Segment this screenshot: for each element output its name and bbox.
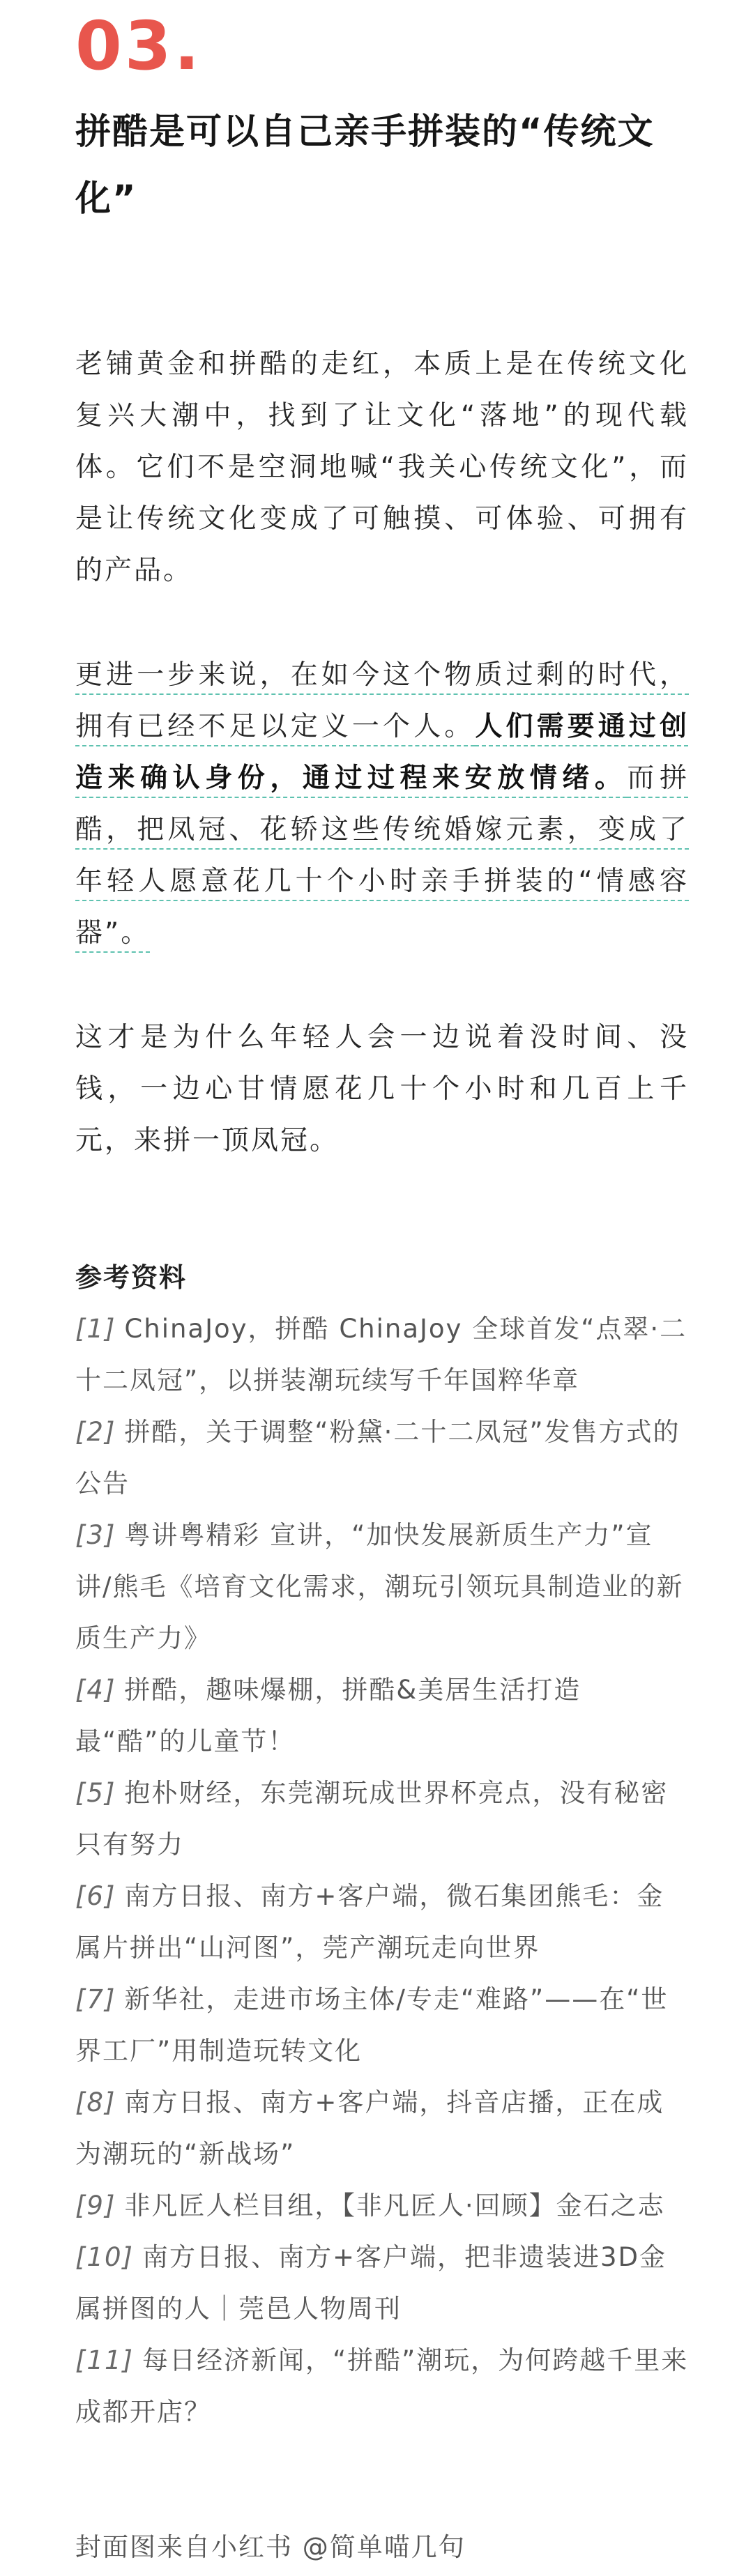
- paragraph-1: 老铺黄金和拼酷的走红，本质上是在传统文化复兴大潮中，找到了让文化“落地”的现代载体。它们不是空洞地喊“我关心传统文化”，而是让传统文化变成了可触摸、可体验、可拥有的产品。: [75, 348, 689, 586]
- reference-text: 南方日报、南方+客户端，抖音店播，正在成为潮玩的“新战场”: [75, 2087, 664, 2169]
- reference-item: [75, 1871, 689, 1974]
- reference-text: 新华社，走进市场主体/专走“难路”——在“世界工厂”用制造玩转文化: [75, 1984, 669, 2066]
- reference-number: [2]: [75, 1417, 116, 1447]
- reference-number: [5]: [75, 1778, 116, 1808]
- reference-number: [10]: [75, 2242, 134, 2272]
- reference-item: [75, 1510, 689, 1664]
- references-title: 参考资料: [75, 1262, 188, 1293]
- reference-number: [11]: [75, 2345, 134, 2375]
- references-section: [75, 1252, 689, 2438]
- paragraph-2-highlight: 人们需要通过创造来确认身份，通过过程来安放情绪。: [75, 711, 689, 794]
- reference-text: 南方日报、南方+客户端，微石集团熊毛：金属片拼出“山河图”，莞产潮玩走向世界: [75, 1881, 664, 1963]
- reference-text: 每日经济新闻，“拼酷”潮玩，为何跨越千里来成都开店？: [75, 2345, 689, 2427]
- reference-item: [75, 1664, 689, 1768]
- reference-text: 非凡匠人栏目组，【非凡匠人·回顾】金石之志: [124, 2191, 665, 2221]
- reference-item: [75, 2335, 689, 2438]
- section-title: 拼酷是可以自己亲手拼装的“传统文化”: [75, 112, 655, 220]
- reference-number: [7]: [75, 1984, 116, 2014]
- paragraph-2-rest: 而拼酷，把凤冠、花轿这些传统婚嫁元素，变成了年轻人愿意花几十个小时亲手拼装的“情感容器”。: [75, 762, 689, 949]
- reference-text: 拼酷，关于调整“粉黛·二十二凤冠”发售方式的公告: [75, 1417, 680, 1498]
- reference-number: [9]: [75, 2191, 116, 2221]
- cover-image-credit: 封面图来自小红书 @简单喵几句: [75, 2532, 466, 2562]
- reference-item: [75, 2077, 689, 2180]
- reference-item: [75, 1406, 689, 1510]
- reference-item: [75, 1303, 689, 1406]
- reference-text: ChinaJoy，拼酷 ChinaJoy 全球首发“点翠·二十二凤冠”，以拼装潮玩续写千年国粹华章: [75, 1314, 687, 1395]
- reference-item: [75, 2232, 689, 2335]
- references-list: [75, 1303, 689, 2438]
- paragraph-2-intro: 更进一步来说，在如今这个物质过剩的时代，拥有已经不足以定义一个人。: [75, 659, 689, 742]
- reference-text: 抱朴财经，东莞潮玩成世界杯亮点，没有秘密只有努力: [75, 1778, 669, 1860]
- reference-text: 粤讲粤精彩 宣讲，“加快发展新质生产力”宣讲/熊毛《培育文化需求，潮玩引领玩具制造业的新质生产力》: [75, 1520, 684, 1653]
- reference-item: [75, 1768, 689, 1871]
- reference-text: 拼酷，趣味爆棚，拼酷&美居生活打造最“酷”的儿童节！: [75, 1675, 581, 1756]
- reference-number: [3]: [75, 1520, 116, 1550]
- reference-number: [1]: [75, 1314, 116, 1344]
- reference-item: [75, 2180, 689, 2232]
- reference-number: [6]: [75, 1881, 116, 1911]
- reference-number: [8]: [75, 2087, 116, 2117]
- paragraph-3: 这才是为什么年轻人会一边说着没时间、没钱，一边心甘情愿花几十个小时和几百上千元，来拼一顶凤冠。: [75, 1022, 689, 1156]
- reference-number: [4]: [75, 1675, 116, 1705]
- section-number: 03.: [75, 7, 203, 85]
- paragraph-2: [75, 650, 689, 959]
- reference-item: [75, 1974, 689, 2077]
- reference-text: 南方日报、南方+客户端，把非遗装进3D金属拼图的人｜莞邑人物周刊: [75, 2242, 667, 2324]
